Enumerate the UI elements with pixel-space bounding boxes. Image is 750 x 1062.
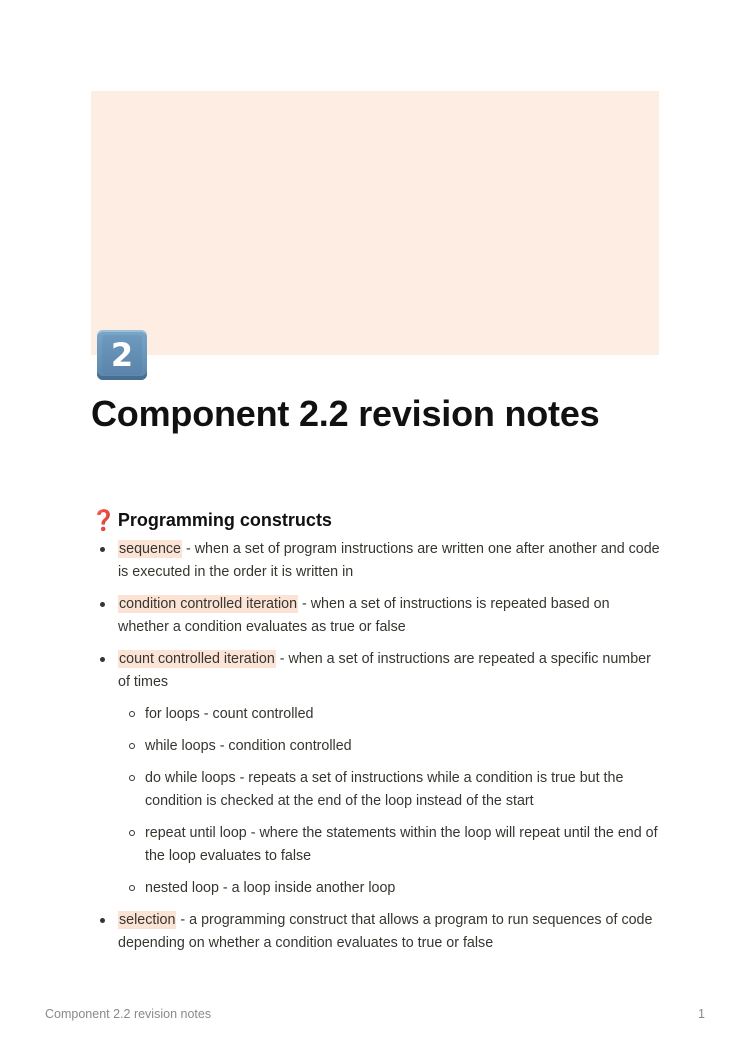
keycap-digit: 2: [102, 335, 142, 375]
sub-list-item: for loops - count controlled: [118, 703, 661, 726]
sub-list-item: repeat until loop - where the statements within the loop will repeat until the end of the loop evaluates to false: [118, 822, 661, 868]
footer-page-number: 1: [698, 1007, 705, 1021]
cover-banner: [91, 91, 659, 355]
highlighted-term: sequence: [119, 541, 182, 557]
highlighted-term: condition controlled iteration: [119, 596, 298, 612]
list-item: [91, 909, 661, 955]
list-item: [91, 593, 661, 639]
section-heading: [91, 508, 332, 532]
red-question-mark-icon: ❓: [91, 508, 116, 532]
highlighted-term: selection: [119, 912, 176, 928]
term-description: - when a set of program instructions are written one after another and code is executed in the order it is written in: [118, 541, 660, 580]
term-description: - when a set of instructions is repeated based on whether a condition evaluates as true or false: [118, 596, 610, 635]
list-item: [91, 648, 661, 900]
sub-list-item: nested loop - a loop inside another loop: [118, 877, 661, 900]
list-item: [91, 538, 661, 584]
section-heading-text: Programming constructs: [117, 509, 332, 530]
page-title: Component 2.2 revision notes: [91, 393, 600, 434]
constructs-list: [91, 538, 661, 955]
highlighted-term: count controlled iteration: [119, 651, 275, 667]
sub-list-item: do while loops - repeats a set of instructions while a condition is true but the condition is checked at the end of the loop instead of the start: [118, 767, 661, 813]
footer-title: Component 2.2 revision notes: [45, 1007, 212, 1021]
loop-types-list: [118, 703, 661, 900]
sub-list-item: while loops - condition controlled: [118, 735, 661, 758]
term-description: - a programming construct that allows a program to run sequences of code depending on whether a condition evaluates to true or false: [118, 912, 653, 951]
term-description: - when a set of instructions are repeated a specific number of times: [118, 651, 651, 690]
keycap-digit-two-icon: [97, 330, 147, 380]
notes-content: [91, 538, 661, 964]
